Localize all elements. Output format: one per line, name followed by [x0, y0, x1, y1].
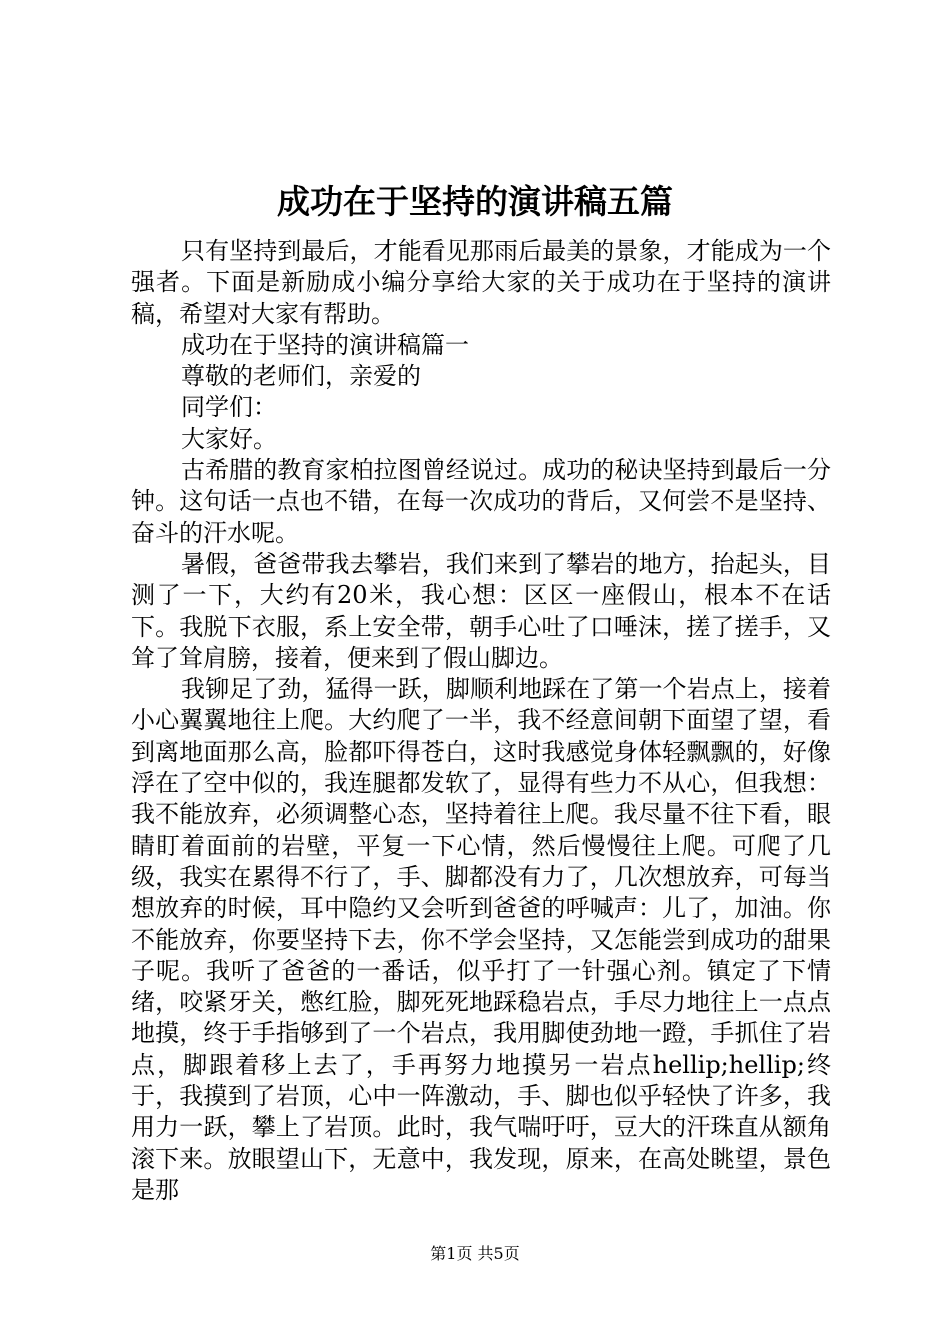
document-title: 成功在于坚持的演讲稿五篇: [277, 182, 673, 221]
salutation-line: 尊敬的老师们，亲爱的: [181, 362, 421, 391]
body-paragraph: 暑假，爸爸带我去攀岩，我们来到了攀岩的地方，抬起头，目测了一下，大约有20米，我心想：区区一座假山，根本不在话下。我脱下衣服，系上安全带，朝手心吐了口唾沫，搓了搓手，又耸了耸肩膀，接着，便来到了假山脚边。: [131, 549, 831, 672]
page-footer: [0, 1244, 950, 1264]
page-total: 共5页: [477, 1244, 520, 1263]
page-number: 第1页: [430, 1244, 473, 1263]
greeting-line: 大家好。: [181, 424, 277, 453]
section-heading: 成功在于坚持的演讲稿篇一: [181, 330, 469, 359]
body-paragraph: 我铆足了劲，猛得一跃，脚顺利地踩在了第一个岩点上，接着小心翼翼地往上爬。大约爬了一半，我不经意间朝下面望了望，看到离地面那么高，脸都吓得苍白，这时我感觉身体轻飘飘的，好像浮在了空中似的，我连腿都发软了，显得有些力不从心，但我想：我不能放弃，必须调整心态，坚持着往上爬。我尽量不往下看，眼睛盯着面前的岩壁，平复一下心情，然后慢慢往上爬。可爬了几级，我实在累得不行了，手、脚都没有力了，几次想放弃，可每当想放弃的时候，耳中隐约又会听到爸爸的呼喊声：儿了，加油。你不能放弃，你要坚持下去，你不学会坚持，又怎能尝到成功的甜果子呢。我听了爸爸的一番话，似乎打了一针强心剂。镇定了下情绪，咬紧牙关，憋红脸，脚死死地踩稳岩点，手尽力地往上一点点地摸，终于手指够到了一个岩点，我用脚使劲地一蹬，手抓住了岩点，脚跟着移上去了，手再努力地摸另一岩点hellip;hellip;终于，我摸到了岩顶，心中一阵激动，手、脚也似乎轻快了许多，我用力一跃，攀上了岩顶。此时，我气喘吁吁，豆大的汗珠直从额角滚下来。放眼望山下，无意中，我发现，原来，在高处眺望，景色是那: [131, 675, 831, 1204]
intro-paragraph: 只有坚持到最后，才能看见那雨后最美的景象，才能成为一个强者。下面是新励成小编分享给大家的关于成功在于坚持的演讲稿，希望对大家有帮助。: [131, 237, 831, 328]
body-paragraph: 古希腊的教育家柏拉图曾经说过。成功的秘诀坚持到最后一分钟。这句话一点也不错，在每一次成功的背后，又何尝不是坚持、奋斗的汗水呢。: [131, 456, 831, 547]
salutation-line: 同学们：: [181, 393, 277, 422]
document-body: [131, 236, 831, 1206]
